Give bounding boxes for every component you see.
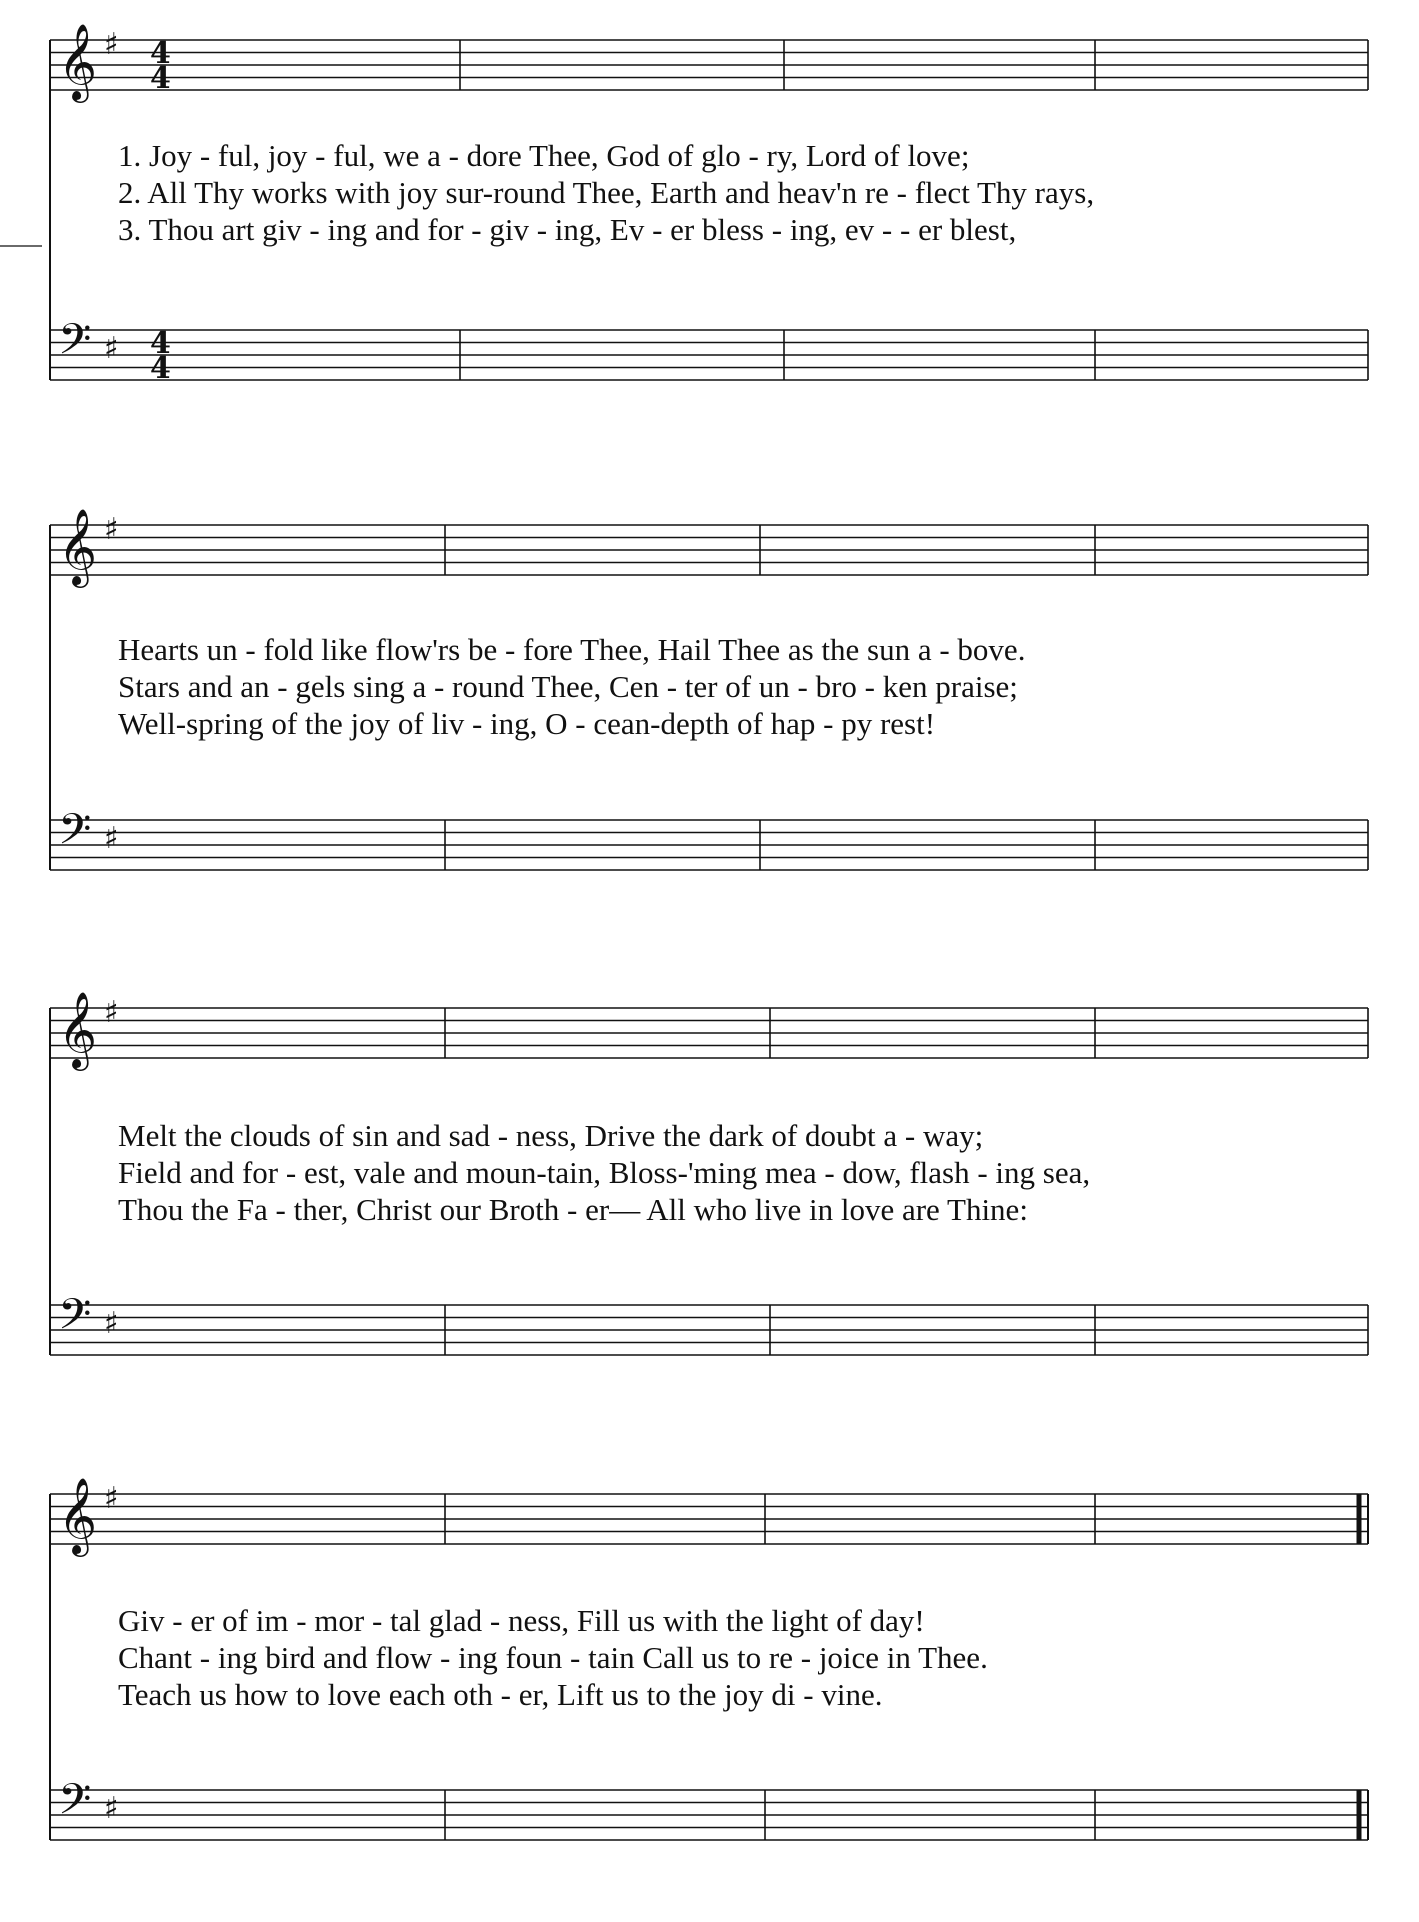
verse-2-line-2: Stars and an - gels sing a - round Thee, Cen - ter of un - bro - ken praise; <box>118 669 1018 704</box>
treble-clef-icon: 𝄞 <box>58 1477 98 1554</box>
key-signature-sharp-icon: ♯ <box>104 1791 119 1826</box>
verse-1-line-1: 1. Joy - ful, joy - ful, we a - dore Thee, God of glo - ry, Lord of love; <box>118 138 970 173</box>
key-signature-sharp-icon: ♯ <box>104 1481 119 1516</box>
verse-2-line-4: Chant - ing bird and flow - ing foun - tain Call us to re - joice in Thee. <box>118 1640 988 1675</box>
treble-clef-icon: 𝄞 <box>58 991 98 1068</box>
staff-systems <box>0 23 1368 1840</box>
verse-3-line-2: Well-spring of the joy of liv - ing, O - cean-depth of hap - py rest! <box>118 706 936 741</box>
treble-clef-icon: 𝄞 <box>58 508 98 585</box>
verse-3-line-1: 3. Thou art giv - ing and for - giv - ing, Ev - er bless - ing, ev - - er blest, <box>118 212 1017 247</box>
key-signature-sharp-icon: ♯ <box>104 821 119 856</box>
time-signature-bottom: 4 <box>150 351 171 386</box>
verse-2-line-1: 2. All Thy works with joy sur-round Thee, Earth and heav'n re - flect Thy rays, <box>118 175 1095 210</box>
key-signature-sharp-icon: ♯ <box>104 27 119 62</box>
verse-2-line-3: Field and for - est, vale and moun-tain, Bloss-'ming mea - dow, flash - ing sea, <box>118 1155 1091 1190</box>
bass-clef-icon: 𝄢 <box>58 1775 92 1835</box>
key-signature-sharp-icon: ♯ <box>104 512 119 547</box>
key-signature-sharp-icon: ♯ <box>104 1306 119 1341</box>
time-signature-top: 4 <box>150 326 171 361</box>
key-signature-sharp-icon: ♯ <box>104 995 119 1030</box>
bass-clef-icon: 𝄢 <box>58 805 92 865</box>
verse-1-line-4: Giv - er of im - mor - tal glad - ness, Fill us with the light of day! <box>118 1603 925 1638</box>
bass-clef-icon: 𝄢 <box>58 315 92 375</box>
bass-clef-icon: 𝄢 <box>58 1290 92 1350</box>
verse-1-line-3: Melt the clouds of sin and sad - ness, Drive the dark of doubt a - way; <box>118 1118 984 1153</box>
key-signature-sharp-icon: ♯ <box>104 331 119 366</box>
verse-1-line-2: Hearts un - fold like flow'rs be - fore Thee, Hail Thee as the sun a - bove. <box>118 632 1026 667</box>
verse-3-line-4: Teach us how to love each oth - er, Lift us to the joy di - vine. <box>118 1677 883 1712</box>
time-signature-top: 4 <box>150 36 171 71</box>
treble-clef-icon: 𝄞 <box>58 23 98 100</box>
time-signature-bottom: 4 <box>150 61 171 96</box>
verse-3-line-3: Thou the Fa - ther, Christ our Broth - er— All who live in love are Thine: <box>118 1192 1028 1227</box>
